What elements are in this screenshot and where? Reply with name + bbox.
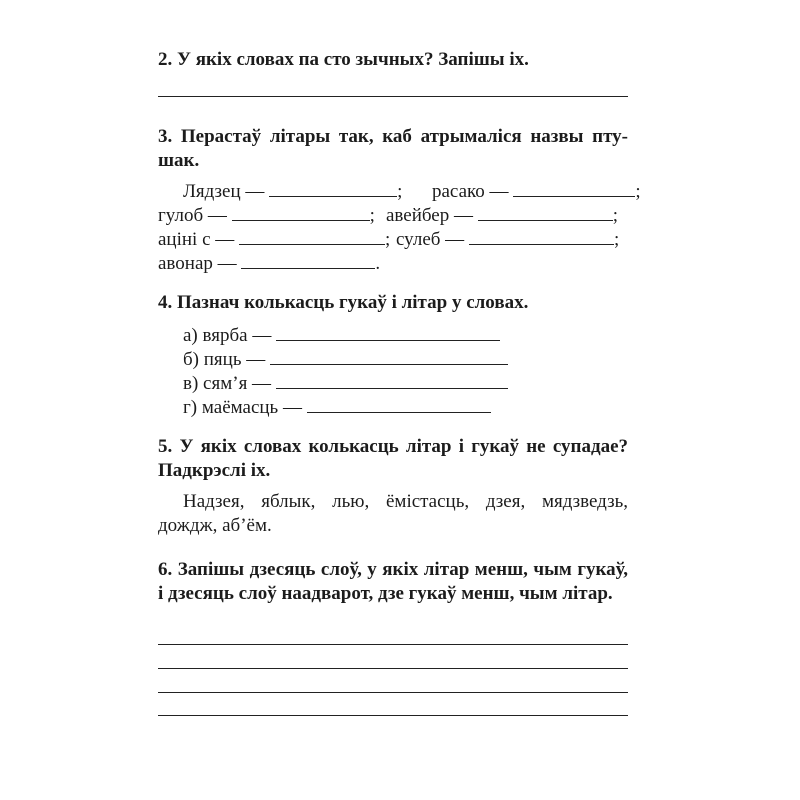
task-line: [396, 226, 619, 252]
question-3-title: 3. Перастаў літары так, каб атрымаліся назвы птушак.: [158, 126, 628, 171]
task-line: [183, 178, 402, 204]
question-5-words: Надзея, яблык, лью, ёмістасць, дзея, мядзведзь, дождж, аб’ём.: [158, 491, 628, 536]
answer-blank[interactable]: [276, 370, 508, 389]
task-word: авонар —: [158, 253, 237, 274]
task-line: [158, 202, 375, 228]
question-6-title: 6. Запішы дзесяць слоў, у якіх літар менш, чым гукаў, і дзесяць слоў наадварот, дзе гукаў менш, чым літар.: [158, 559, 628, 604]
separator: ;: [385, 229, 391, 250]
answer-line[interactable]: [158, 692, 628, 693]
answer-blank[interactable]: [469, 226, 614, 245]
separator: ;: [369, 205, 375, 226]
task-line: [183, 394, 491, 420]
task-word: аціні с —: [158, 229, 235, 250]
task-line: [158, 226, 390, 252]
task-line: [183, 346, 508, 372]
task-word: расако —: [432, 181, 509, 202]
task-word: Лядзец —: [183, 181, 265, 202]
answer-line[interactable]: [158, 644, 628, 645]
answer-line[interactable]: [158, 668, 628, 669]
task-line: [432, 178, 641, 204]
answer-blank[interactable]: [478, 202, 613, 221]
question-5-title: 5. У якіх словах колькасць літар і гукаў не супадае? Падкрэслі іх.: [158, 436, 628, 481]
answer-blank[interactable]: [269, 178, 397, 197]
answer-blank[interactable]: [307, 394, 491, 413]
task-word: гулоб —: [158, 205, 227, 226]
task-word: г) маёмасць —: [183, 397, 302, 418]
task-line: [158, 250, 380, 276]
task-word: в) сям’я —: [183, 373, 272, 394]
task-line: [183, 322, 500, 348]
answer-blank[interactable]: [239, 226, 385, 245]
task-word: б) пяць —: [183, 349, 266, 370]
separator: ;: [613, 229, 620, 250]
task-line: [183, 370, 508, 396]
answer-blank[interactable]: [270, 346, 508, 365]
task-word: сулеб —: [396, 229, 465, 250]
answer-blank[interactable]: [276, 322, 500, 341]
task-word: а) вярба —: [183, 325, 272, 346]
answer-line[interactable]: [158, 715, 628, 716]
question-4-title: 4. Пазнач колькасць гукаў і літар у словах.: [158, 292, 529, 313]
question-2-title: 2. У якіх словах па сто зычных? Запішы іх.: [158, 49, 529, 70]
separator: ;: [397, 181, 403, 202]
answer-line[interactable]: [158, 96, 628, 97]
separator: .: [375, 253, 381, 274]
answer-blank[interactable]: [241, 250, 375, 269]
separator: ;: [635, 181, 641, 202]
answer-blank[interactable]: [232, 202, 370, 221]
separator: ;: [612, 205, 619, 226]
task-word: авейбер —: [386, 205, 473, 226]
answer-blank[interactable]: [513, 178, 635, 197]
task-line: [386, 202, 618, 228]
